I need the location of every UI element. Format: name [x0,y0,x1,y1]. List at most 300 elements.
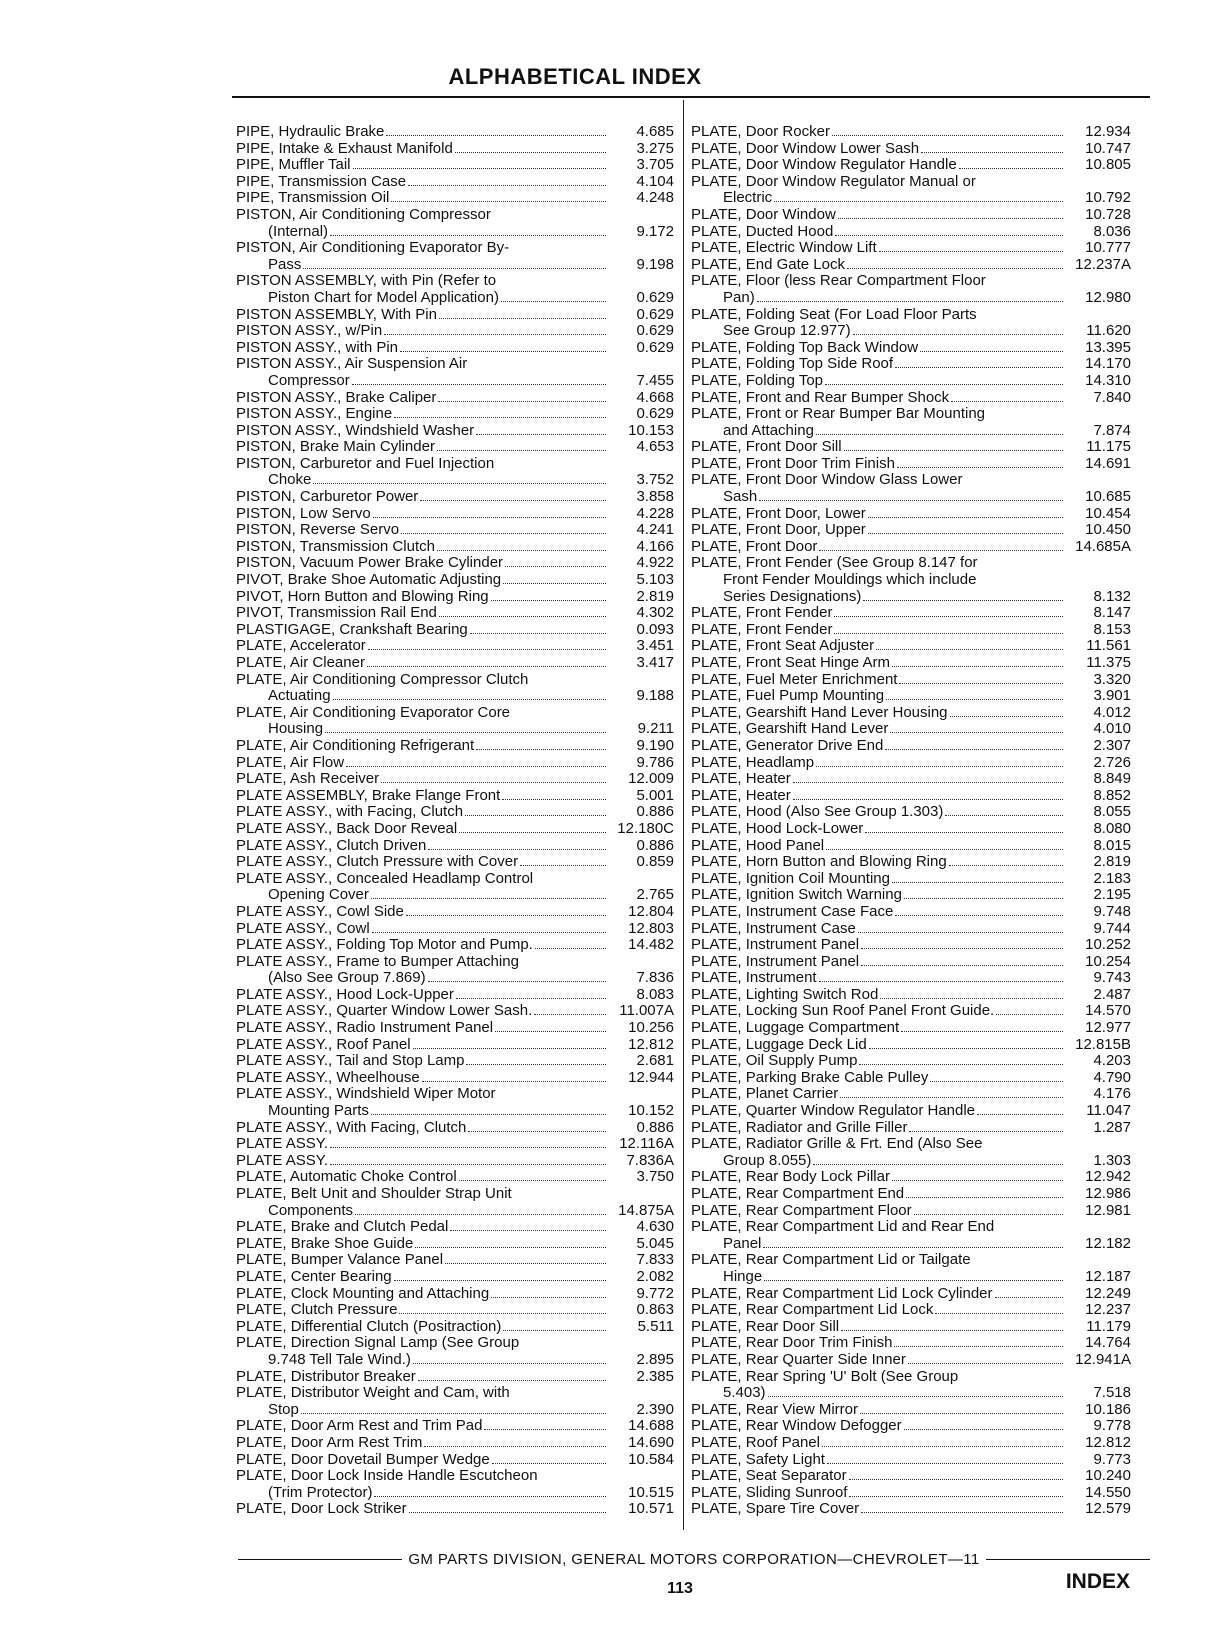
entry-line-last [691,921,1131,938]
dot-leader [959,168,1063,169]
entry-text: PLATE ASSY., Folding Top Motor and Pump. [236,937,533,954]
entry-line [236,871,674,888]
index-entry [236,1236,674,1253]
entry-group-number: 8.083 [636,986,674,1003]
entry-line-last [691,257,1131,274]
entry-line-last [691,954,1131,971]
index-entry [236,240,674,273]
dot-leader [951,401,1063,402]
index-entry [236,1136,674,1153]
entry-line-last [236,1286,674,1303]
dot-leader [908,1363,1063,1364]
entry-text: Group 8.055) [723,1152,812,1169]
entry-text: PISTON ASSY., Engine [236,406,393,423]
entry-line-last [691,605,1131,622]
entry-group-number: 12.981 [1085,1202,1131,1219]
entry-text: PLATE, Door Lock Striker [236,1501,407,1518]
entry-line-last [691,340,1131,357]
index-entry [236,655,674,672]
entry-text: PIPE, Hydraulic Brake [236,124,385,140]
entry-text: PLATE, Rear Spring 'U' Bolt (See Group [691,1368,959,1385]
entry-text: (Also See Group 7.869) [268,970,426,987]
entry-text: PLATE ASSY., Hood Lock-Upper [236,986,454,1003]
entry-line [236,1385,674,1402]
entry-line [236,705,674,722]
entry-line-last [236,323,674,340]
index-entry [691,1203,1131,1220]
entry-line [691,1136,1131,1153]
entry-group-number: 8.852 [1093,787,1131,804]
entry-group-number: 9.743 [1093,970,1131,987]
entry-line-last [691,1169,1131,1186]
entry-text: PISTON, Transmission Clutch [236,538,435,555]
entry-text: PLATE ASSY., Tail and Stop Lamp [236,1053,465,1070]
entry-text: PLATE ASSY., Frame to Bumper Attaching [236,953,519,970]
index-entry [691,1452,1131,1469]
footer-rule-left [238,1559,402,1560]
entry-text: PLATE ASSY., Concealed Headlamp Control [236,870,534,887]
entry-line-last [236,1020,674,1037]
entry-group-number: 0.859 [636,854,674,871]
entry-line-last [691,539,1131,556]
entry-line-last [691,1186,1131,1203]
entry-text: PLATE, Direction Signal Lamp (See Group [236,1335,520,1352]
footer-rule-right [986,1559,1150,1560]
entry-line-last [691,1070,1131,1087]
entry-group-number: 8.849 [1093,771,1131,788]
index-entry [691,804,1131,821]
dot-leader [930,1081,1063,1082]
entry-line-last [691,373,1131,390]
dot-leader [861,1512,1063,1513]
entry-group-number: 3.275 [636,140,674,157]
entry-group-number: 12.977 [1085,1020,1131,1037]
entry-text: PLATE ASSY., With Facing, Clutch [236,1119,467,1136]
index-entry [691,921,1131,938]
entry-line-last [236,1219,674,1236]
entry-line-last [236,373,674,390]
entry-text: PLATE, Heater [691,771,791,788]
entry-line-last [691,157,1131,174]
entry-group-number: 2.385 [636,1368,674,1385]
dot-leader [455,152,606,153]
entry-line-last [691,738,1131,755]
entry-text: PISTON ASSEMBLY, with Pin (Refer to [236,273,497,290]
entry-group-number: 0.886 [636,1119,674,1136]
entry-group-number: 10.256 [628,1020,674,1037]
entry-text: PLATE, Rear Window Defogger [691,1418,902,1435]
entry-text: PLATE, Instrument [691,970,817,987]
entry-text: PLATE, Door Dovetail Bumper Wedge [236,1451,490,1468]
entry-line-last [236,539,674,556]
index-entry [236,622,674,639]
entry-line-last [236,124,674,141]
entry-group-number: 2.487 [1093,986,1131,1003]
entry-text: PLATE, Safety Light [691,1451,825,1468]
index-entry [236,207,674,240]
entry-line [236,1468,674,1485]
dot-leader [303,268,606,269]
entry-text: and Attaching [723,422,814,439]
entry-text: PLATE, Rear Body Lock Pillar [691,1169,890,1186]
entry-group-number: 4.922 [636,555,674,572]
entry-group-number: 9.188 [636,688,674,705]
entry-line-last [236,1435,674,1452]
index-entry [236,854,674,871]
entry-line-last [691,1203,1131,1220]
entry-text: Housing [268,721,324,738]
entry-line-last [236,821,674,838]
dot-leader [415,1247,606,1248]
entry-group-number: 9.748 [1093,903,1131,920]
entry-line [236,1186,674,1203]
entry-line-last [691,1286,1131,1303]
entry-line-last [236,489,674,506]
dot-leader [330,235,606,236]
entry-line-last [236,921,674,938]
entry-group-number: 7.840 [1093,389,1131,406]
entry-line-last [236,307,674,324]
index-entry [236,904,674,921]
entry-group-number: 9.190 [636,737,674,754]
entry-text: PLATE, Air Conditioning Refrigerant [236,737,475,754]
entry-text: PLATE, Ignition Switch Warning [691,887,902,904]
entry-group-number: 9.786 [636,754,674,771]
entry-text: PLATE, Ash Receiver [236,771,380,788]
dot-leader [368,649,606,650]
entry-text: PLATE, Instrument Case [691,920,856,937]
entry-text: PLATE, Folding Top Back Window [691,339,919,356]
entry-text: Opening Cover [268,887,369,904]
entry-line-last [691,323,1131,340]
dot-leader [868,517,1063,518]
entry-group-number: 4.012 [1093,704,1131,721]
entry-group-number: 2.895 [636,1351,674,1368]
index-entry [236,1186,674,1219]
index-entry [691,439,1131,456]
dot-leader [408,185,606,186]
entry-line [236,1335,674,1352]
dot-leader [418,1380,606,1381]
entry-line-last [236,141,674,158]
dot-leader [520,865,606,866]
dot-leader [391,201,606,202]
index-entry [691,954,1131,971]
entry-group-number: 9.773 [1093,1451,1131,1468]
index-entry [236,871,674,904]
dot-leader [849,1496,1063,1497]
entry-text: PLASTIGAGE, Crankshaft Bearing [236,621,468,638]
dot-leader [826,849,1063,850]
entry-group-number: 14.685A [1075,538,1131,555]
dot-leader [895,367,1063,368]
entry-line-last [691,589,1131,606]
entry-group-number: 4.241 [636,522,674,539]
index-entry [236,141,674,158]
index-entry [691,1020,1131,1037]
entry-text: PLATE, Hood (Also See Group 1.303) [691,804,944,821]
entry-text: Panel [723,1235,762,1252]
index-entry [236,1153,674,1170]
entry-line-last [691,804,1131,821]
entry-group-number: 12.249 [1085,1285,1131,1302]
dot-leader [381,782,606,783]
dot-leader [860,1413,1063,1414]
entry-line-last [236,904,674,921]
entry-line-last [236,1252,674,1269]
dot-leader [840,1097,1063,1098]
entry-text: PLATE, Luggage Compartment [691,1020,900,1037]
dot-leader [876,649,1063,650]
index-entry [691,273,1131,306]
entry-text: Compressor [268,372,350,389]
entry-line-last [691,390,1131,407]
entry-text: PLATE, Generator Drive End [691,737,884,754]
entry-group-number: 0.863 [636,1302,674,1319]
dot-leader [977,1114,1063,1115]
index-entry [691,1501,1131,1518]
entry-line-last [691,456,1131,473]
entry-line-last [236,688,674,705]
dot-leader [768,1396,1063,1397]
entry-group-number: 10.152 [628,1103,674,1120]
entry-text: PLATE ASSY., Back Door Reveal [236,820,458,837]
entry-line-last [691,240,1131,257]
index-entry [236,489,674,506]
entry-group-number: 8.036 [1093,223,1131,240]
entry-line-last [236,572,674,589]
entry-text: PLATE, Rear Compartment Lid and Rear End [691,1219,995,1236]
index-entry [691,1369,1131,1402]
entry-group-number: 11.375 [1086,655,1131,671]
dot-leader [437,550,606,551]
dot-leader [861,965,1063,966]
index-entry [691,771,1131,788]
entry-group-number: 12.009 [628,771,674,788]
entry-text: PLATE, Hood Lock-Lower [691,820,864,837]
entry-text: Mounting Parts [268,1103,369,1120]
entry-text: PLATE, Door Rocker [691,124,830,140]
entry-text: PLATE, Front Door Trim Finish [691,455,895,472]
index-entry [691,838,1131,855]
dot-leader [904,898,1063,899]
entry-group-number: 4.176 [1093,1086,1131,1103]
entry-line-last [236,1053,674,1070]
dot-leader [468,1131,606,1132]
entry-text: Sash [723,489,758,506]
entry-group-number: 2.183 [1093,870,1131,887]
entry-text: PLATE ASSY., Roof Panel [236,1036,411,1053]
entry-text: Actuating [268,688,331,705]
entry-line-last [691,638,1131,655]
entry-text: PISTON, Low Servo [236,505,371,522]
entry-line-last [236,439,674,456]
entry-group-number: 3.705 [636,157,674,174]
index-entry [691,738,1131,755]
entry-text: PLATE, Door Window Regulator Handle [691,157,957,174]
entry-text: PIPE, Transmission Oil [236,190,390,207]
index-entry [691,705,1131,722]
dot-leader [759,500,1063,501]
entry-group-number: 0.629 [636,339,674,356]
entry-text: PLATE, Locking Sun Roof Panel Front Guide. [691,1003,995,1020]
dot-leader [437,450,606,451]
index-entry [691,141,1131,158]
entry-line-last [691,207,1131,224]
entry-group-number: 7.836 [636,970,674,987]
entry-text: PLATE, Floor (less Rear Compartment Floor [691,273,986,290]
entry-text: PLATE, Center Bearing [236,1268,392,1285]
entry-text: See Group 12.977) [723,323,851,340]
entry-text: PLATE, Folding Top Side Roof [691,356,894,373]
entry-line-last [691,1418,1131,1435]
entry-line-last [236,174,674,191]
entry-group-number: 4.653 [636,439,674,456]
index-entry [691,638,1131,655]
entry-group-number: 2.765 [636,887,674,904]
entry-text: PIPE, Intake & Exhaust Manifold [236,140,453,157]
entry-group-number: 0.629 [636,306,674,323]
entry-line-last [236,838,674,855]
entry-text: PLATE, Door Window Regulator Manual or [691,173,976,190]
index-entry [236,838,674,855]
page-title: ALPHABETICAL INDEX [448,64,702,89]
dot-leader [428,849,606,850]
entry-group-number: 13.395 [1085,339,1131,356]
index-entry [236,390,674,407]
dot-leader [844,450,1063,451]
index-entry [236,539,674,556]
entry-line [691,472,1131,489]
index-entry [691,1053,1131,1070]
entry-group-number: 9.778 [1093,1418,1131,1435]
entry-text: PISTON ASSY., Air Suspension Air [236,356,468,373]
entry-group-number: 7.833 [636,1252,674,1269]
index-entry [691,904,1131,921]
entry-group-number: 12.116A [619,1136,674,1153]
dot-leader [764,1280,1063,1281]
dot-leader [763,1247,1063,1248]
index-entry [236,1319,674,1336]
dot-leader [863,600,1063,601]
entry-text: PLATE, Air Conditioning Compressor Clutch [236,671,529,688]
index-entry [691,1319,1131,1336]
entry-group-number: 4.302 [636,605,674,622]
entry-text: PLATE, Clutch Pressure [236,1302,398,1319]
entry-group-number: 12.986 [1085,1186,1131,1202]
entry-group-number: 0.886 [636,804,674,821]
entry-group-number: 14.170 [1085,356,1131,373]
index-entry [691,688,1131,705]
index-entry [691,887,1131,904]
index-entry [236,1053,674,1070]
entry-text: Pass [268,256,302,273]
entry-line-last [691,1120,1131,1137]
entry-text: PLATE, Luggage Deck Lid [691,1036,867,1053]
dot-leader [373,517,606,518]
section-label: INDEX [1065,1570,1130,1593]
entry-text: PLATE, Front or Rear Bumper Bar Mounting [691,406,986,423]
entry-text: PLATE, Rear Quarter Side Inner [691,1351,906,1368]
entry-group-number: 9.172 [636,223,674,240]
dot-leader [859,1064,1063,1065]
dot-leader [819,550,1063,551]
dot-leader [406,915,606,916]
entry-line-last [691,970,1131,987]
entry-group-number: 2.082 [636,1268,674,1285]
dot-leader [895,915,1063,916]
entry-group-number: 1.287 [1093,1119,1131,1136]
dot-leader [880,998,1063,999]
index-entry [691,970,1131,987]
dot-leader [439,318,606,319]
dot-leader [371,1114,606,1115]
index-entry [236,555,674,572]
index-entry [691,340,1131,357]
entry-text: PLATE, Belt Unit and Shoulder Strap Unit [236,1186,512,1202]
index-column-left [236,124,674,1518]
entry-group-number: 4.228 [636,505,674,522]
dot-leader [921,152,1063,153]
index-entry [691,1468,1131,1485]
index-entry [691,522,1131,539]
dot-leader [399,1313,606,1314]
index-entry [236,1003,674,1020]
dot-leader [890,732,1063,733]
index-entry [691,124,1131,141]
entry-text: PLATE, Instrument Case Face [691,903,894,920]
entry-line-last [691,124,1131,141]
index-entry [236,323,674,340]
entry-text: PLATE, Door Window Lower Sash [691,140,920,157]
entry-line [236,207,674,224]
dot-leader [400,351,606,352]
entry-text: PLATE, Differential Clutch (Positraction) [236,1318,502,1335]
entry-group-number: 14.310 [1085,372,1131,389]
entry-text: PISTON ASSY., with Pin [236,339,399,356]
dot-leader [484,1429,606,1430]
entry-text: PLATE, Door Arm Rest Trim [236,1434,423,1451]
entry-line [691,406,1131,423]
entry-text: PLATE, Gearshift Hand Lever Housing [691,704,948,721]
entry-text: PLATE, Heater [691,787,791,804]
entry-text: PLATE, Front Door [691,538,818,555]
entry-line [691,555,1131,572]
entry-line-last [691,1153,1131,1170]
entry-text: PISTON, Air Conditioning Compressor [236,206,491,223]
entry-line-last [691,1385,1131,1402]
dot-leader [450,1230,606,1231]
entry-line-last [236,1203,674,1220]
index-entry [691,1186,1131,1203]
entry-text: PISTON ASSY., Brake Caliper [236,389,437,406]
index-entry [236,1169,674,1186]
dot-leader [886,699,1063,700]
entry-group-number: 12.815B [1075,1036,1131,1053]
entry-group-number: 3.752 [636,472,674,489]
entry-line-last [236,1501,674,1518]
index-entry [691,655,1131,672]
index-entry [691,1070,1131,1087]
entry-group-number: 0.629 [636,289,674,306]
dot-leader [456,998,606,999]
entry-line [691,307,1131,324]
entry-line-last [236,854,674,871]
entry-group-number: 2.195 [1093,887,1131,904]
index-entry [691,555,1131,605]
entry-text: PLATE, Accelerator [236,638,366,655]
dot-leader [424,1446,606,1447]
